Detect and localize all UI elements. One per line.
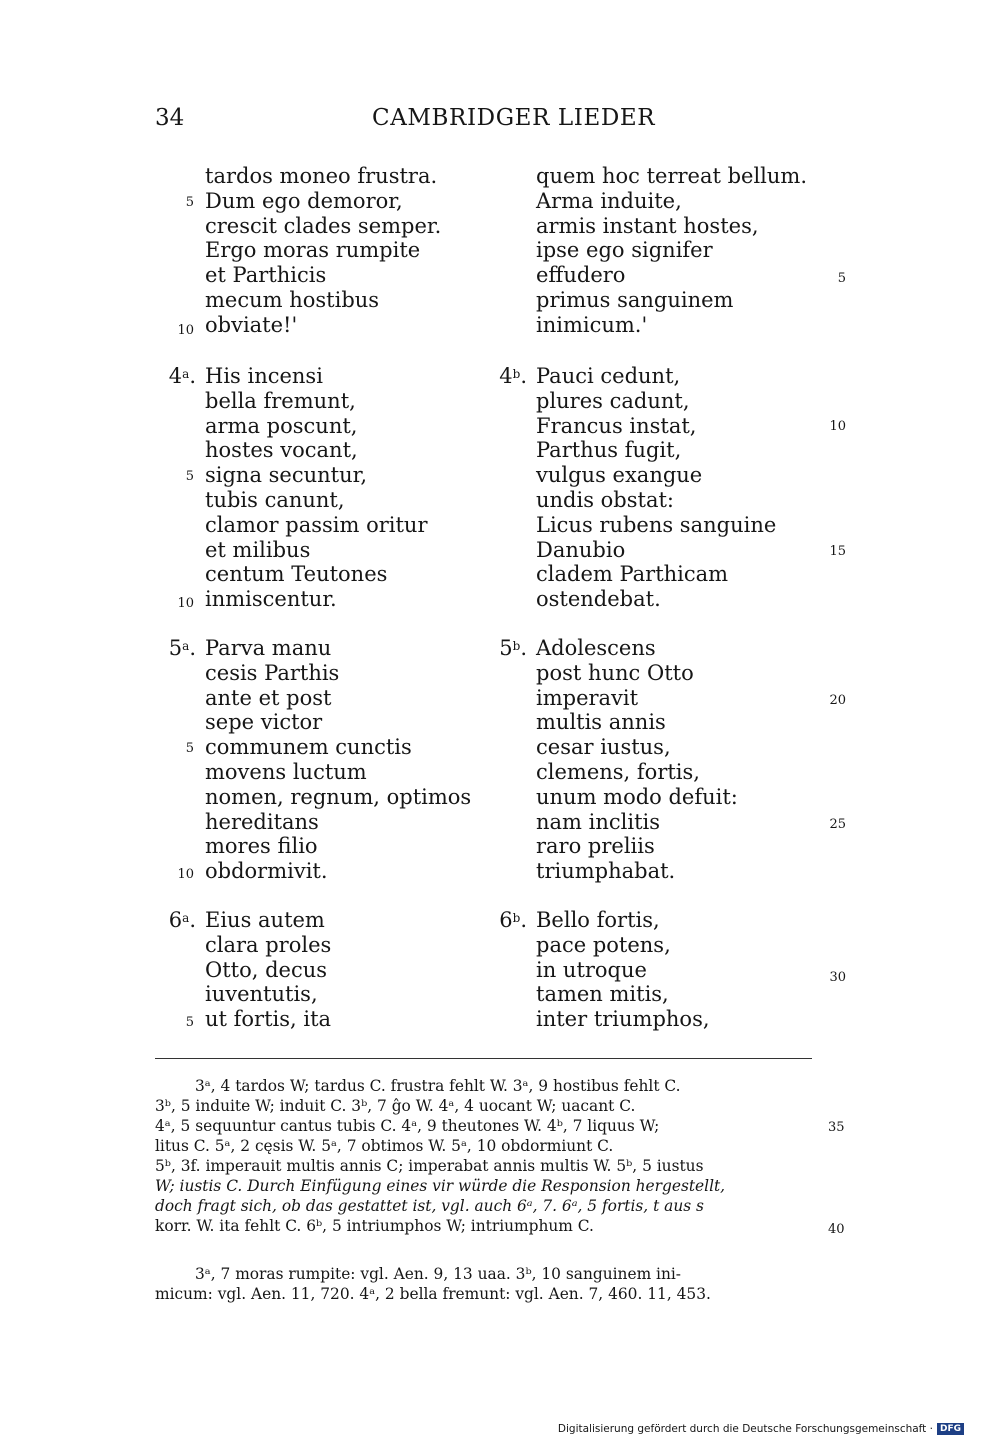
verse-line: sepe victor: [205, 710, 323, 735]
verse-line: hereditans: [205, 809, 319, 834]
verse-line: signa secuntur,: [205, 463, 368, 488]
verse-line: inter triumphos,: [536, 1007, 710, 1032]
verse-line: armis instant hostes,: [536, 213, 759, 238]
verse-line: communem cunctis: [205, 735, 412, 760]
running-title: CAMBRIDGER LIEDER: [372, 105, 656, 131]
verse-line: vulgus exangue: [536, 463, 703, 488]
stanza-label: 4$^b$.: [499, 364, 527, 388]
apparatus-line-number: 35: [828, 1120, 845, 1135]
stanza-label: 6$^a$.: [168, 908, 196, 932]
verse-line: in utroque: [536, 957, 647, 982]
line-number-left: 10: [177, 867, 194, 882]
verse-line: triumphabat.: [536, 859, 676, 884]
verse-line: et Parthicis: [205, 263, 327, 288]
verse-line: post hunc Otto: [536, 660, 694, 685]
verse-line: primus sanguinem: [536, 288, 734, 312]
verse-line: tardos moneo frustra.: [205, 164, 438, 188]
digitization-credit: [558, 1423, 964, 1435]
verse-line: nam inclitis: [536, 809, 661, 834]
verse-line: bella fremunt,: [205, 388, 356, 413]
stanza-number: 6: [499, 908, 513, 932]
page-number: 34: [155, 105, 185, 131]
verse-line: Pauci cedunt,: [536, 364, 681, 388]
apparatus-line: 3ᵇ, 5 induite W; induit C. 3ᵇ, 7 ĝo W. 4ᵃ, 4 uocant W; uacant C.: [155, 1097, 636, 1115]
verse-line: Ergo moras rumpite: [205, 238, 421, 263]
verse-line: unum modo defuit:: [536, 784, 738, 809]
line-number-left: 10: [177, 323, 194, 338]
verse-line: His incensi: [205, 364, 323, 388]
apparatus-line: 3ᵃ, 4 tardos W; tardus C. frustra fehlt W. 3ᵃ, 9 hostibus fehlt C.: [195, 1077, 681, 1095]
verse-line: effudero: [536, 263, 626, 288]
verse-line: obdormivit.: [205, 859, 328, 884]
verse-line: undis obstat:: [536, 488, 674, 512]
commentary-line: 3ᵃ, 7 moras rumpite: vgl. Aen. 9, 13 uaa. 3ᵇ, 10 sanguinem ini-: [195, 1265, 682, 1283]
stanza-label: 6$^b$.: [499, 908, 527, 932]
verse-line: Arma induite,: [536, 188, 682, 213]
verse-line: pace potens,: [536, 932, 671, 957]
stanza-number: 6: [168, 908, 183, 932]
stanza-label: 5$^b$.: [499, 636, 527, 660]
verse-line: centum Teutones: [205, 562, 388, 587]
verse-line: inmiscentur.: [205, 587, 337, 612]
credit-text: Digitalisierung gefördert durch die Deutsche Forschungsgemeinschaft ·: [557, 1423, 933, 1435]
verse-line: Danubio: [536, 537, 626, 562]
verse-line: clara proles: [205, 932, 332, 957]
stanza-half: a: [182, 911, 190, 925]
line-number-left: 5: [185, 1015, 194, 1030]
verse-line: Adolescens: [536, 636, 656, 660]
commentary-notes: [155, 1264, 813, 1304]
line-number-right: 15: [829, 544, 846, 559]
verse-line: obviate!': [205, 312, 298, 337]
line-number-left: 5: [185, 741, 194, 756]
verse-line: mecum hostibus: [205, 288, 380, 312]
stanza-number: 4: [168, 364, 183, 388]
verse-line: tubis canunt,: [205, 488, 345, 512]
verse-line: ostendebat.: [536, 587, 661, 612]
stanza-half: b: [512, 639, 521, 653]
verse-line: nomen, regnum, optimos: [205, 784, 472, 809]
stanza-half: b: [512, 367, 521, 381]
footnote-rule: [155, 1058, 812, 1059]
verse-line: Francus instat,: [536, 413, 697, 438]
line-number-left: 10: [177, 596, 194, 611]
verse-line: cesis Parthis: [205, 660, 340, 685]
verse-line: tamen mitis,: [536, 982, 669, 1007]
apparatus-line: 5ᵇ, 3f. imperauit multis annis C; imperabat annis multis W. 5ᵇ, 5 iustus: [155, 1157, 704, 1175]
verse-line: clemens, fortis,: [536, 760, 700, 784]
line-number-right: 10: [829, 419, 846, 434]
verse-line: Eius autem: [205, 908, 325, 932]
verse-line: Otto, decus: [205, 957, 328, 982]
stanza-label: 5$^a$.: [168, 636, 196, 660]
line-number-left: 5: [185, 195, 194, 210]
verse-line: crescit clades semper.: [205, 213, 442, 238]
line-number-right: 25: [829, 817, 846, 832]
verse-line: raro preliis: [536, 834, 655, 859]
dfg-logo: DFG: [937, 1423, 964, 1435]
stanza-number: 4: [499, 364, 513, 388]
verse-line: Bello fortis,: [536, 908, 660, 932]
apparatus-line: korr. W. ita fehlt C. 6ᵇ, 5 intriumphos W; intriumphum C.: [155, 1217, 594, 1235]
stanza-number: 5: [168, 636, 183, 660]
apparatus-line: W; iustis C. Durch Einfügung eines vir würde die Responsion hergestellt,: [155, 1177, 726, 1195]
verse-line: movens luctum: [205, 760, 367, 784]
line-number-left: 5: [185, 469, 194, 484]
verse-line: cesar iustus,: [536, 735, 671, 760]
verse-line: plures cadunt,: [536, 388, 690, 413]
verse-line: Dum ego demoror,: [205, 188, 403, 213]
verse-line: Parva manu: [205, 636, 332, 660]
verse-line: cladem Parthicam: [536, 562, 729, 587]
stanza-half: a: [182, 367, 190, 381]
verse-line: multis annis: [536, 710, 666, 735]
line-number-right: 30: [829, 970, 846, 985]
stanza-half: a: [182, 639, 190, 653]
commentary-line: micum: vgl. Aen. 11, 720. 4ᵃ, 2 bella fremunt: vgl. Aen. 7, 460. 11, 453.: [155, 1285, 711, 1303]
line-number-right: 20: [829, 693, 846, 708]
verse-line: clamor passim oritur: [205, 512, 428, 537]
apparatus-line-number: 40: [828, 1222, 845, 1237]
verse-line: hostes vocant,: [205, 438, 358, 463]
verse-line: et milibus: [205, 537, 311, 562]
critical-apparatus: [155, 1076, 813, 1236]
stanza-number: 5: [499, 636, 513, 660]
verse-line: inimicum.': [536, 312, 648, 337]
verse-line: ipse ego signifer: [536, 238, 713, 263]
verse-line: Parthus fugit,: [536, 438, 682, 463]
verse-line: arma poscunt,: [205, 413, 358, 438]
apparatus-line: doch fragt sich, ob das gestattet ist, vgl. auch 6ᵃ, 7. 6ᵃ, 5 fortis, t aus s: [155, 1197, 704, 1215]
line-number-right: 5: [837, 271, 846, 286]
apparatus-line: litus C. 5ᵃ, 2 cęsis W. 5ᵃ, 7 obtimos W. 5ᵃ, 10 obdormiunt C.: [155, 1137, 614, 1155]
verse-line: quem hoc terreat bellum.: [536, 164, 808, 188]
verse-line: ut fortis, ita: [205, 1007, 332, 1032]
apparatus-line: 4ᵃ, 5 sequuntur cantus tubis C. 4ᵃ, 9 theutones W. 4ᵇ, 7 liquus W;: [155, 1117, 660, 1135]
stanza-label: 4$^a$.: [168, 364, 196, 388]
verse-line: ante et post: [205, 685, 332, 710]
stanza-half: b: [512, 911, 521, 925]
verse-line: Licus rubens sanguine: [536, 512, 777, 537]
verse-line: imperavit: [536, 685, 639, 710]
verse-line: iuventutis,: [205, 982, 318, 1007]
verse-line: mores filio: [205, 834, 318, 859]
